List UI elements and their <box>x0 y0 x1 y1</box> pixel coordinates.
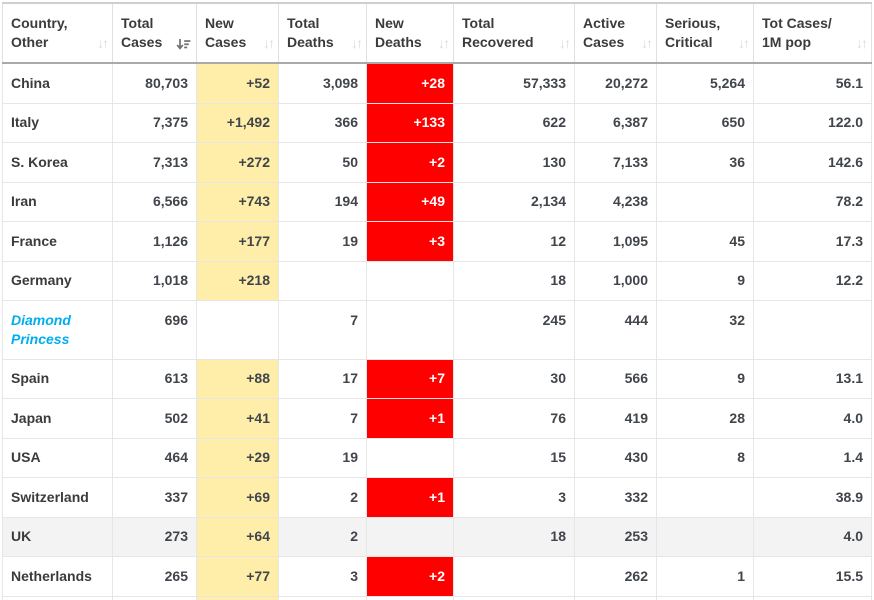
cell-total-cases: 464 <box>113 438 197 478</box>
cell-total-deaths: 194 <box>279 182 367 222</box>
cell-serious-critical: 9 <box>657 359 754 399</box>
cell-serious-critical <box>657 478 754 518</box>
table-row <box>3 143 872 183</box>
cell-country: UK <box>3 517 113 557</box>
cell-new-cases: +1,492 <box>197 103 279 143</box>
cell-cases-per-1m: 38.9 <box>754 478 872 518</box>
cell-country: Germany <box>3 261 113 301</box>
cell-new-cases: +272 <box>197 143 279 183</box>
cell-active-cases: 566 <box>575 359 657 399</box>
cell-cases-per-1m <box>754 596 872 600</box>
table-row <box>3 63 872 103</box>
table-row <box>3 557 872 597</box>
column-header-active-cases[interactable] <box>575 3 657 63</box>
table-row <box>3 359 872 399</box>
cell-total-deaths: 2 <box>279 517 367 557</box>
cell-country <box>3 596 113 600</box>
column-header-total-cases[interactable] <box>113 3 197 63</box>
column-label: Total Cases <box>121 15 163 50</box>
cell-country: USA <box>3 438 113 478</box>
cell-new-deaths: +133 <box>367 103 454 143</box>
cell-serious-critical <box>657 596 754 600</box>
cell-country: France <box>3 222 113 262</box>
cell-total-deaths <box>279 261 367 301</box>
cell-total-deaths: 3 <box>279 557 367 597</box>
cell-serious-critical: 650 <box>657 103 754 143</box>
table-row <box>3 399 872 439</box>
sort-both-icon: ↓↑ <box>438 35 448 51</box>
cell-cases-per-1m: 13.1 <box>754 359 872 399</box>
cell-total-recovered: 12 <box>454 222 575 262</box>
cell-active-cases: 1,000 <box>575 261 657 301</box>
cell-country: Netherlands <box>3 557 113 597</box>
cell-total-deaths <box>279 596 367 600</box>
cell-cases-per-1m: 122.0 <box>754 103 872 143</box>
cell-serious-critical: 36 <box>657 143 754 183</box>
column-label: Tot Cases/ 1M pop <box>762 15 832 50</box>
cell-cases-per-1m <box>754 301 872 360</box>
cell-new-cases: +41 <box>197 399 279 439</box>
cell-serious-critical <box>657 517 754 557</box>
cell-new-cases: +177 <box>197 222 279 262</box>
cell-active-cases: 1,095 <box>575 222 657 262</box>
cell-total-deaths: 3,098 <box>279 63 367 103</box>
column-label: Serious, Critical <box>665 15 721 50</box>
sort-both-icon: ↓↑ <box>738 35 748 51</box>
cell-serious-critical: 28 <box>657 399 754 439</box>
table-row <box>3 222 872 262</box>
cell-new-deaths <box>367 438 454 478</box>
column-label: Total Deaths <box>287 15 334 50</box>
cell-total-recovered: 30 <box>454 359 575 399</box>
column-header-cases-per-1m[interactable] <box>754 3 872 63</box>
cell-total-recovered: 18 <box>454 261 575 301</box>
cell-total-cases: 502 <box>113 399 197 439</box>
cell-country <box>3 301 113 360</box>
cell-serious-critical: 45 <box>657 222 754 262</box>
cell-new-cases: +64 <box>197 517 279 557</box>
cell-cases-per-1m: 4.0 <box>754 399 872 439</box>
cell-active-cases: 7,133 <box>575 143 657 183</box>
cell-total-deaths: 19 <box>279 222 367 262</box>
cell-cases-per-1m: 1.4 <box>754 438 872 478</box>
cell-cases-per-1m: 142.6 <box>754 143 872 183</box>
cell-serious-critical: 8 <box>657 438 754 478</box>
cell-total-cases: 613 <box>113 359 197 399</box>
column-header-new-deaths[interactable] <box>367 3 454 63</box>
cell-total-recovered: 2,134 <box>454 182 575 222</box>
cell-total-cases: 1,126 <box>113 222 197 262</box>
cell-serious-critical: 1 <box>657 557 754 597</box>
cell-new-deaths: +3 <box>367 222 454 262</box>
sort-both-icon: ↓↑ <box>97 35 107 51</box>
cell-total-deaths: 50 <box>279 143 367 183</box>
cell-new-deaths: +7 <box>367 359 454 399</box>
cell-total-recovered: 57,333 <box>454 63 575 103</box>
cell-total-deaths: 7 <box>279 399 367 439</box>
column-header-serious-critical[interactable] <box>657 3 754 63</box>
cell-total-cases <box>113 596 197 600</box>
cell-total-deaths: 366 <box>279 103 367 143</box>
cell-serious-critical: 32 <box>657 301 754 360</box>
cell-new-cases <box>197 596 279 600</box>
cell-total-recovered <box>454 557 575 597</box>
cell-active-cases: 444 <box>575 301 657 360</box>
column-label: New Deaths <box>375 15 422 50</box>
cell-new-deaths <box>367 596 454 600</box>
cell-cases-per-1m: 17.3 <box>754 222 872 262</box>
cell-new-deaths <box>367 261 454 301</box>
column-label: New Cases <box>205 15 247 50</box>
cell-country: Japan <box>3 399 113 439</box>
cell-total-deaths: 17 <box>279 359 367 399</box>
cell-active-cases: 6,387 <box>575 103 657 143</box>
table-row <box>3 103 872 143</box>
cell-total-cases: 6,566 <box>113 182 197 222</box>
column-label: Total Recovered <box>462 15 534 50</box>
cell-total-cases: 7,375 <box>113 103 197 143</box>
cell-total-cases: 80,703 <box>113 63 197 103</box>
column-header-total-deaths[interactable] <box>279 3 367 63</box>
cell-total-recovered: 622 <box>454 103 575 143</box>
cell-active-cases: 430 <box>575 438 657 478</box>
cell-new-cases: +88 <box>197 359 279 399</box>
cell-new-deaths <box>367 517 454 557</box>
cell-total-cases: 273 <box>113 517 197 557</box>
diamond-princess-link[interactable]: Diamond Princess <box>11 311 71 347</box>
cell-total-deaths: 7 <box>279 301 367 360</box>
cell-new-deaths: +1 <box>367 478 454 518</box>
cell-total-cases: 696 <box>113 301 197 360</box>
table-row <box>3 438 872 478</box>
cell-active-cases: 419 <box>575 399 657 439</box>
cell-country: Spain <box>3 359 113 399</box>
table-row <box>3 517 872 557</box>
column-header-new-cases[interactable] <box>197 3 279 63</box>
column-header-total-recovered[interactable] <box>454 3 575 63</box>
cell-new-cases: +69 <box>197 478 279 518</box>
sort-both-icon: ↓↑ <box>641 35 651 51</box>
sort-both-icon: ↓↑ <box>559 35 569 51</box>
cell-total-cases: 7,313 <box>113 143 197 183</box>
cell-active-cases: 332 <box>575 478 657 518</box>
cell-total-recovered: 3 <box>454 478 575 518</box>
cell-cases-per-1m: 12.2 <box>754 261 872 301</box>
table-row <box>3 596 872 600</box>
cell-total-recovered: 18 <box>454 517 575 557</box>
cell-total-cases: 265 <box>113 557 197 597</box>
covid-stats-table <box>2 2 872 600</box>
sort-both-icon: ↓↑ <box>351 35 361 51</box>
cell-cases-per-1m: 56.1 <box>754 63 872 103</box>
cell-serious-critical <box>657 182 754 222</box>
cell-new-deaths: +49 <box>367 182 454 222</box>
cell-total-recovered: 130 <box>454 143 575 183</box>
cell-total-recovered: 245 <box>454 301 575 360</box>
cell-total-deaths: 19 <box>279 438 367 478</box>
sort-both-icon: ↓↑ <box>856 35 866 51</box>
cell-new-deaths: +28 <box>367 63 454 103</box>
table-row <box>3 182 872 222</box>
cell-total-cases: 1,018 <box>113 261 197 301</box>
cell-new-deaths <box>367 301 454 360</box>
cell-country: Iran <box>3 182 113 222</box>
table-row <box>3 301 872 360</box>
table-row <box>3 261 872 301</box>
cell-active-cases: 262 <box>575 557 657 597</box>
cell-new-deaths: +1 <box>367 399 454 439</box>
cell-new-cases: +218 <box>197 261 279 301</box>
cell-country: S. Korea <box>3 143 113 183</box>
column-header-country[interactable] <box>3 3 113 63</box>
cell-total-recovered <box>454 596 575 600</box>
cell-active-cases: 4,238 <box>575 182 657 222</box>
cell-country: Italy <box>3 103 113 143</box>
table-header-row <box>3 3 872 63</box>
cell-cases-per-1m: 4.0 <box>754 517 872 557</box>
column-label: Country, Other <box>11 15 68 50</box>
table-row <box>3 478 872 518</box>
cell-cases-per-1m: 78.2 <box>754 182 872 222</box>
cell-serious-critical: 5,264 <box>657 63 754 103</box>
cell-active-cases: 253 <box>575 517 657 557</box>
cell-cases-per-1m: 15.5 <box>754 557 872 597</box>
cell-new-cases: +743 <box>197 182 279 222</box>
cell-total-deaths: 2 <box>279 478 367 518</box>
cell-new-cases: +77 <box>197 557 279 597</box>
column-label: Active Cases <box>583 15 626 50</box>
cell-country: China <box>3 63 113 103</box>
cell-total-recovered: 76 <box>454 399 575 439</box>
cell-active-cases <box>575 596 657 600</box>
sort-both-icon: ↓↑ <box>263 35 273 51</box>
cell-new-cases: +29 <box>197 438 279 478</box>
cell-country: Switzerland <box>3 478 113 518</box>
cell-total-recovered: 15 <box>454 438 575 478</box>
sort-descending-icon <box>176 38 191 51</box>
cell-serious-critical: 9 <box>657 261 754 301</box>
cell-new-cases: +52 <box>197 63 279 103</box>
cell-total-cases: 337 <box>113 478 197 518</box>
cell-active-cases: 20,272 <box>575 63 657 103</box>
cell-new-deaths: +2 <box>367 143 454 183</box>
cell-new-cases <box>197 301 279 360</box>
cell-new-deaths: +2 <box>367 557 454 597</box>
